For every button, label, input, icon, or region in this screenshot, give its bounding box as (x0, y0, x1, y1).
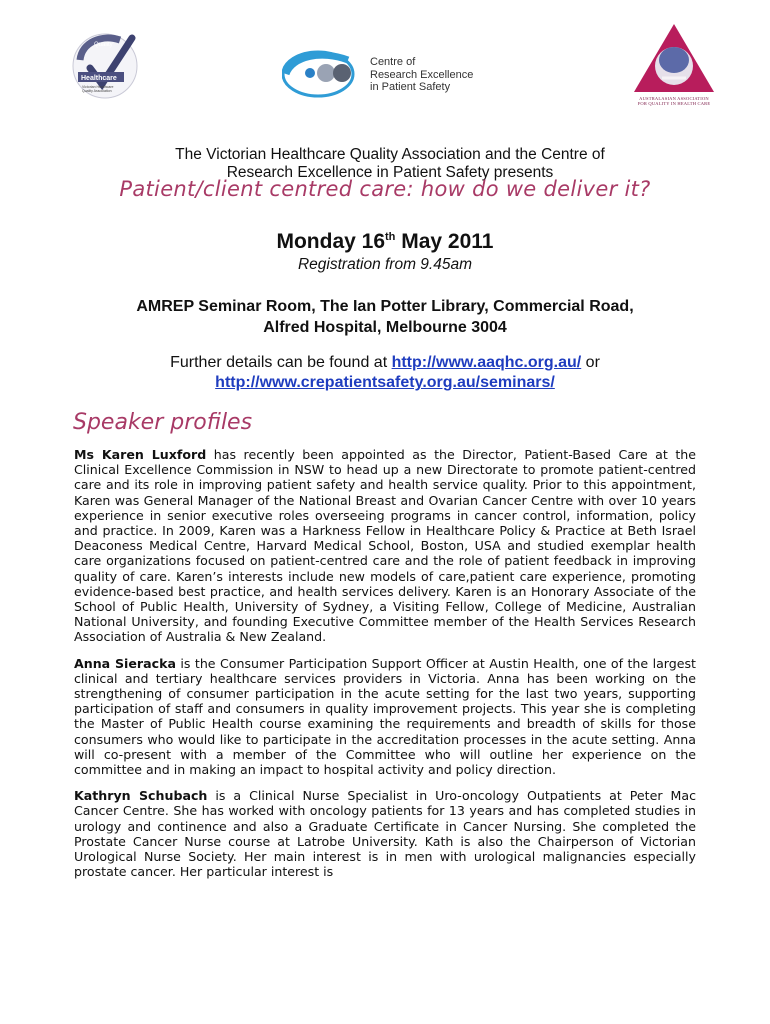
details-or: or (581, 354, 600, 371)
aaqhc-logo-caption (632, 96, 716, 106)
cre-logo-line1: Centre of (370, 56, 416, 68)
vhqa-logo-line4: Quality Association (82, 89, 112, 93)
aaqhc-caption-line1: AUSTRALASIAN ASSOCIATION (639, 96, 709, 101)
cre-logo-line3: in Patient Safety (370, 81, 451, 93)
vhqa-logo-line3: Victorian Healthcare (82, 85, 114, 89)
date-ordinal: th (385, 231, 396, 243)
date-rest: May 2011 (395, 230, 494, 253)
speaker-name: Anna Sieracka (74, 655, 176, 671)
speaker-name: Kathryn Schubach (74, 788, 208, 804)
speaker-bio: has recently been appointed as the Director, Patient-Based Care at the Clinical Excellence Commission in NSW to head up a new Directorate to promote patient-centred care and its role in improving patient safety and health service quality. Prior to this appointment, Karen was General Manager of the National Breast and Ovarian Cancer Centre with over 10 years experience in senior executive roles overseeing programs in cancer control, information, policy and practice. In 2009, Karen was a Harkness Fellow in Healthcare Policy & Practice at Beth Israel Deaconess Medical Centre, Harvard Medical School, Boston, USA and studied exemplar health care organizations focused on patient-centred care and the role of patient feedback in improving quality of care. Karen’s interests include new models of care,patient care experience, promoting evidence-based best practice, and health services delivery. Karen is an Honorary Associate of the School of Public Health, University of Sydney, a Visiting Fellow, College of Medicine, Australian National University, and founding Executive Committee member of the Health Services Research Association of Australia & New Zealand. (74, 447, 696, 645)
speaker-profile-anna-sieracka (74, 656, 696, 778)
speaker-bio: is a Clinical Nurse Specialist in Uro-oncology Outpatients at Peter Mac Cancer Centre. She has worked with oncology patients for 13 years and has completed studies in urology and continence and also a Graduate Certificate in Cancer Nursing. She completed the Prostate Cancer Nurse course at Latrobe University. Kath is also the Chairperson of Victorian Urological Nurse Society. Her main interest is in men with urological malignancies especially prostate cancer. Her particular interest is (74, 788, 696, 880)
cre-logo-text (370, 56, 473, 94)
speaker-profile-karen-luxford (74, 447, 696, 645)
logo-bar (0, 0, 770, 120)
aaqhc-logo (632, 22, 716, 106)
further-details (60, 353, 710, 393)
venue-line-1: AMREP Seminar Room, The Ian Potter Library, Commercial Road, (136, 298, 634, 315)
event-date (120, 230, 650, 254)
intro-line-1: The Victorian Healthcare Quality Association and the Centre of (175, 146, 605, 163)
aaqhc-link[interactable]: http://www.aaqhc.org.au/ (391, 354, 582, 371)
cre-logo-line2: Research Excellence (370, 68, 474, 81)
vhqa-logo (72, 30, 142, 102)
date-prefix: Monday 16 (276, 230, 386, 253)
details-prefix: Further details can be found at (170, 354, 392, 371)
speaker-bio: is the Consumer Participation Support Officer at Austin Health, one of the largest clinical and tertiary healthcare services providers in Victoria. Anna has been working on the strengthening of consumer participation in the acute setting for the last two years, supporting participation of staff and consumers in quality improvement projects. This year she is completing the Master of Public Health course examining the requirements and breadth of skills for those consumers who would like to participate in the accreditation processes in the acute setting. Anna will co-present with a member of the Committee who will outline her experience on the committee and in making an impact to hospital activity and policy direction. (74, 655, 696, 778)
vhqa-logo-quality: Quality (94, 42, 113, 48)
crepatientsafety-link[interactable]: http://www.crepatientsafety.org.au/seminars/ (215, 374, 555, 391)
vhqa-logo-healthcare: Healthcare (81, 75, 117, 82)
speaker-name: Ms Karen Luxford (74, 447, 207, 462)
venue-line-2: Alfred Hospital, Melbourne 3004 (263, 319, 507, 336)
cre-logo (282, 50, 482, 100)
speaker-profile-kathryn-schubach (74, 788, 696, 879)
speaker-profiles (74, 447, 696, 890)
intro-line-2: Research Excellence in Patient Safety presents (226, 164, 554, 181)
event-title: Patient/client centred care: how do we deliver it? (119, 177, 651, 201)
speaker-profiles-heading: Speaker profiles (73, 410, 253, 435)
aaqhc-caption-line2: FOR QUALITY IN HEALTH CARE (637, 101, 711, 106)
venue (60, 296, 710, 338)
registration-time: Registration from 9.45am (297, 256, 473, 273)
